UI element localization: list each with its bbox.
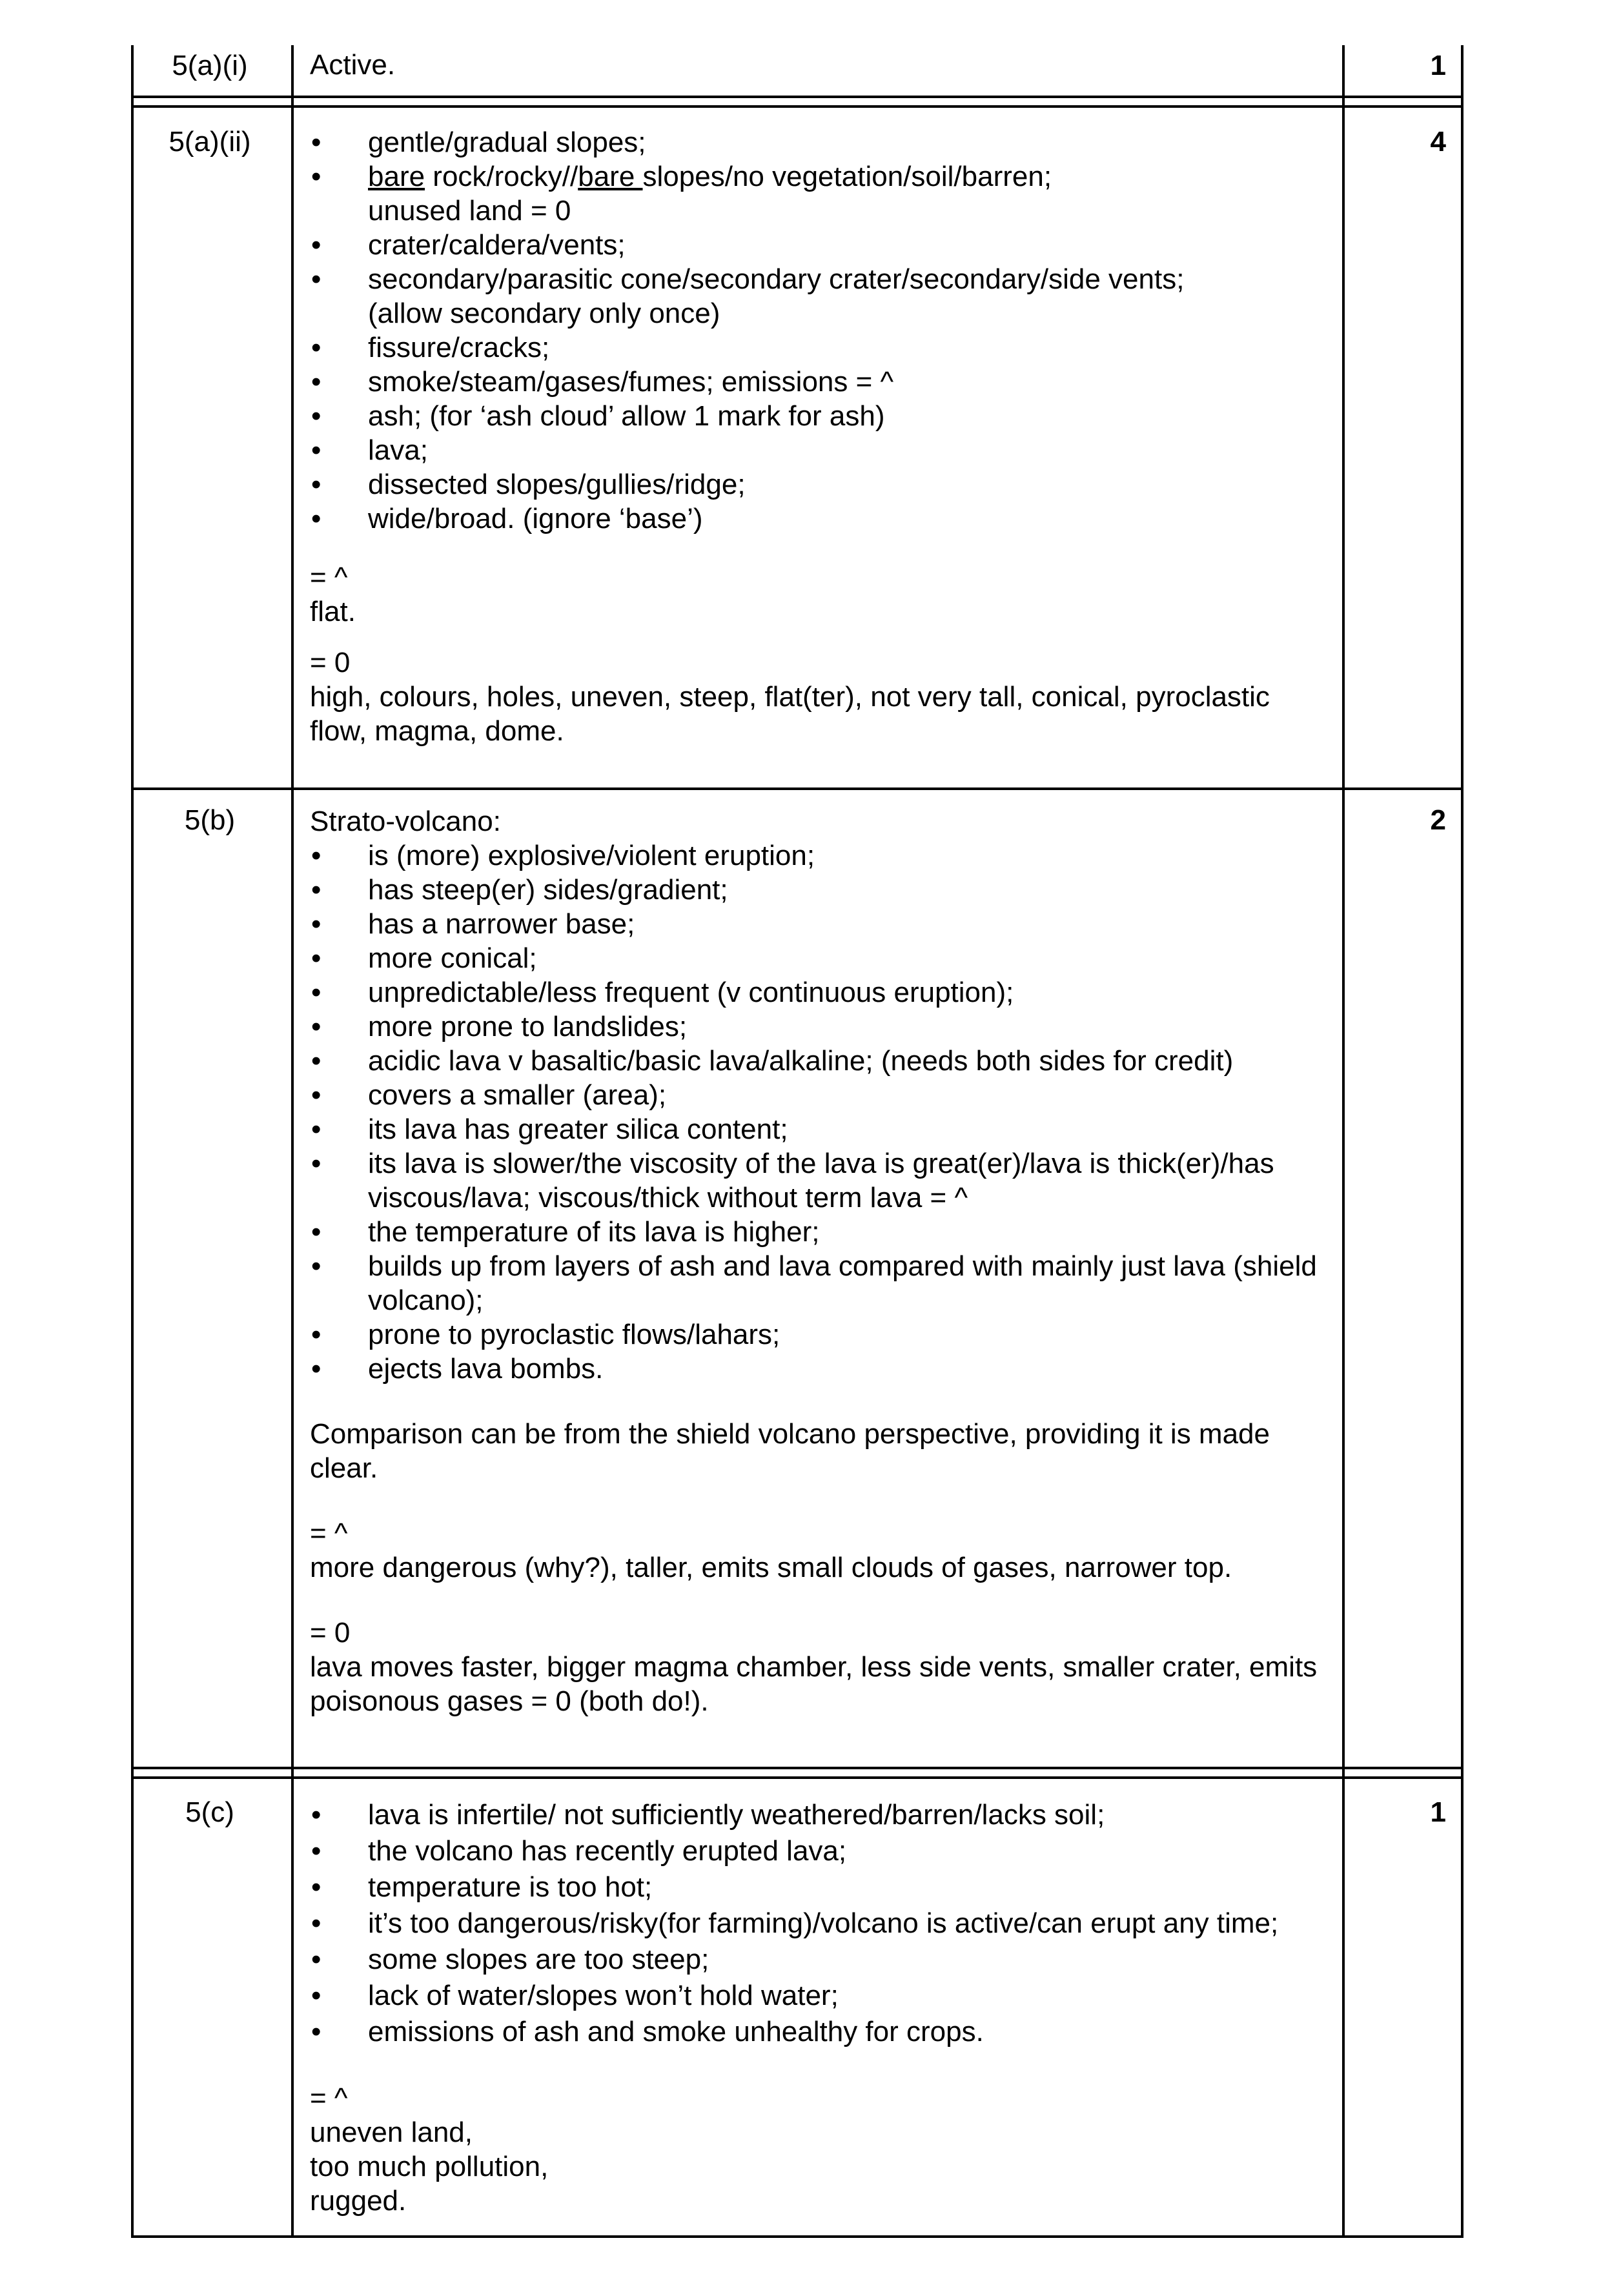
bullet-item: • ash; (for ‘ash cloud’ allow 1 mark for ash) — [310, 399, 1330, 433]
underlined-text: bare — [578, 161, 643, 192]
bullet-continuation: (allow secondary only once) — [368, 298, 720, 329]
bullet-item: • has steep(er) sides/gradient; — [310, 873, 1330, 907]
zero-label: = 0 — [310, 1617, 351, 1649]
marks-value: 4 — [1430, 126, 1446, 157]
marks-column-divider — [1342, 45, 1345, 2237]
bullet-item: • the temperature of its lava is higher; — [310, 1215, 1330, 1249]
answer-bullet-list — [310, 125, 1330, 536]
marks-value: 2 — [1430, 804, 1446, 836]
row-double-rule-bottom — [131, 105, 1463, 108]
row-double-rule-bottom — [131, 1776, 1463, 1779]
caret-label: = ^ — [310, 562, 348, 593]
bullet-text: slopes/no vegetation/soil/barren; — [642, 161, 1052, 192]
bullet-item: • covers a smaller (area); — [310, 1078, 1330, 1112]
table-bottom-border — [131, 2235, 1463, 2238]
zero-text: lava moves faster, bigger magma chamber, less side vents, smaller crater, emits poisonous gases = 0 (both do!). — [310, 1651, 1318, 1717]
answer-block — [310, 1797, 1330, 2218]
bullet-text: rock/rocky// — [425, 161, 578, 192]
bullet-item: • some slopes are too steep; — [310, 1942, 1330, 1978]
bullet-item — [310, 159, 1330, 228]
bullet-item: • it’s too dangerous/risky(for farming)/volcano is active/can erupt any time; — [310, 1905, 1330, 1942]
answer-bullet-list — [310, 838, 1330, 1386]
bullet-item: • smoke/steam/gases/fumes; emissions = ^ — [310, 365, 1330, 399]
question-number: 5(c) — [185, 1796, 234, 1828]
answer-text: Active. — [310, 49, 396, 81]
bullet-item: • gentle/gradual slopes; — [310, 125, 1330, 159]
bullet-item: • the volcano has recently erupted lava; — [310, 1833, 1330, 1869]
answer-bullet-list — [310, 1797, 1330, 2050]
bullet-item: • more prone to landslides; — [310, 1010, 1330, 1044]
bullet-item: • has a narrower base; — [310, 907, 1330, 941]
question-number: 5(b) — [184, 804, 236, 836]
caret-text: flat. — [310, 596, 356, 627]
zero-label: = 0 — [310, 647, 351, 678]
bullet-item: • its lava has greater silica content; — [310, 1112, 1330, 1146]
table-left-border — [131, 45, 134, 2237]
answer-intro: Strato-volcano: — [310, 806, 501, 837]
bullet-item: • crater/caldera/vents; — [310, 228, 1330, 262]
bullet-item: • lack of water/slopes won’t hold water; — [310, 1978, 1330, 2014]
bullet-item: • more conical; — [310, 941, 1330, 975]
bullet-item: • emissions of ash and smoke unhealthy for crops. — [310, 2014, 1330, 2050]
row-rule — [131, 787, 1463, 790]
row-double-rule-top — [131, 96, 1463, 98]
caret-label: = ^ — [310, 2082, 348, 2114]
question-column-divider — [291, 45, 294, 2237]
comparison-note: Comparison can be from the shield volcano perspective, providing it is made clear. — [310, 1418, 1270, 1484]
bullet-continuation: unused land = 0 — [368, 195, 571, 227]
caret-label: = ^ — [310, 1518, 348, 1549]
caret-text: more dangerous (why?), taller, emits small clouds of gases, narrower top. — [310, 1552, 1232, 1583]
caret-line: too much pollution, — [310, 2151, 549, 2182]
table-right-border — [1461, 45, 1463, 2237]
bullet-text: secondary/parasitic cone/secondary crater/secondary/side vents; — [368, 263, 1185, 295]
bullet-item: • is (more) explosive/violent eruption; — [310, 838, 1330, 873]
bullet-item: • ejects lava bombs. — [310, 1352, 1330, 1386]
zero-text: high, colours, holes, uneven, steep, flat(ter), not very tall, conical, pyroclastic flow, magma, dome. — [310, 681, 1270, 747]
bullet-item: • fissure/cracks; — [310, 330, 1330, 365]
underlined-text: bare — [368, 161, 425, 192]
caret-line: rugged. — [310, 2185, 407, 2217]
marks-value: 1 — [1430, 1796, 1446, 1828]
marks-value: 1 — [1430, 50, 1446, 81]
bullet-item: • acidic lava v basaltic/basic lava/alkaline; (needs both sides for credit) — [310, 1044, 1330, 1078]
bullet-item: • builds up from layers of ash and lava compared with mainly just lava (shield volcano); — [310, 1249, 1330, 1317]
bullet-item — [310, 262, 1330, 330]
question-number: 5(a)(i) — [172, 50, 248, 81]
row-double-rule-top — [131, 1767, 1463, 1769]
bullet-item: • dissected slopes/gullies/ridge; — [310, 467, 1330, 502]
answer-block — [310, 804, 1330, 1718]
bullet-item: • wide/broad. (ignore ‘base’) — [310, 502, 1330, 536]
bullet-item: • prone to pyroclastic flows/lahars; — [310, 1317, 1330, 1352]
answer-block — [310, 125, 1330, 748]
question-number: 5(a)(ii) — [168, 126, 251, 157]
bullet-item: • unpredictable/less frequent (v continuous eruption); — [310, 975, 1330, 1010]
bullet-item: • lava is infertile/ not sufficiently weathered/barren/lacks soil; — [310, 1797, 1330, 1833]
caret-line: uneven land, — [310, 2117, 473, 2148]
bullet-item: • temperature is too hot; — [310, 1869, 1330, 1905]
bullet-item: • lava; — [310, 433, 1330, 467]
bullet-item: • its lava is slower/the viscosity of the lava is great(er)/lava is thick(er)/has viscous/lava; viscous/thick without term lava = ^ — [310, 1146, 1330, 1215]
